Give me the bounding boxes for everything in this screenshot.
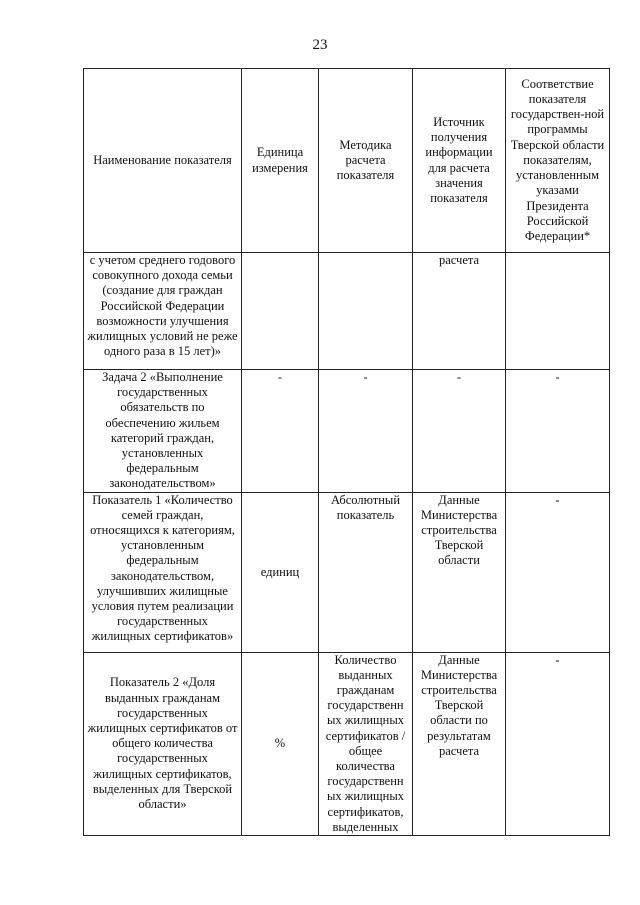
- cell-compliance: -: [506, 652, 610, 835]
- cell-name: с учетом среднего годового совокупного дохода семьи (создание для граждан Российской Федерации возможности улучшения жилищных условий не реже одного раза в 15 лет)»: [84, 253, 242, 370]
- header-method: Методика расчета показателя: [319, 69, 413, 253]
- cell-method: -: [319, 370, 413, 493]
- header-compliance: Соответствие показателя государствен-ной программы Тверской области показателям, установленным указами Президента Российской Федерации*: [506, 69, 610, 253]
- cell-method: Количество выданных гражданам государственн ых жилищных сертификатов / общее количества государственн ых жилищных сертификатов, выделенных: [319, 652, 413, 835]
- cell-unit: %: [242, 652, 319, 835]
- cell-method: Абсолютный показатель: [319, 492, 413, 652]
- cell-method: [319, 253, 413, 370]
- cell-compliance: -: [506, 492, 610, 652]
- cell-compliance: -: [506, 370, 610, 493]
- cell-unit: -: [242, 370, 319, 493]
- header-indicator-name: Наименование показателя: [84, 69, 242, 253]
- table-row: [84, 652, 610, 835]
- cell-source: -: [413, 370, 506, 493]
- cell-name: Задача 2 «Выполнение государственных обязательств по обеспечению жильем категорий граждан, установленных федеральным законодательством»: [84, 370, 242, 493]
- header-unit: Единица измерения: [242, 69, 319, 253]
- cell-source: Данные Министерства строительства Тверской области: [413, 492, 506, 652]
- table-row: [84, 370, 610, 493]
- cell-unit: [242, 253, 319, 370]
- table-row: [84, 253, 610, 370]
- indicators-table: [83, 68, 610, 836]
- cell-source: расчета: [413, 253, 506, 370]
- page-number: 23: [312, 37, 328, 53]
- cell-name: Показатель 1 «Количество семей граждан, относящихся к категориям, установленным федеральным законодательством, улучшивших жилищные условия путем реализации государственных жилищных сертификатов»: [84, 492, 242, 652]
- table-row: [84, 492, 610, 652]
- header-source: Источник получения информации для расчета значения показателя: [413, 69, 506, 253]
- table-header-row: [84, 69, 610, 253]
- cell-name: Показатель 2 «Доля выданных гражданам государственных жилищных сертификатов от общего количества государственных жилищных сертификатов, выделенных для Тверской области»: [84, 652, 242, 835]
- cell-source: Данные Министерства строительства Тверской области по результатам расчета: [413, 652, 506, 835]
- cell-compliance: [506, 253, 610, 370]
- cell-unit: единиц: [242, 492, 319, 652]
